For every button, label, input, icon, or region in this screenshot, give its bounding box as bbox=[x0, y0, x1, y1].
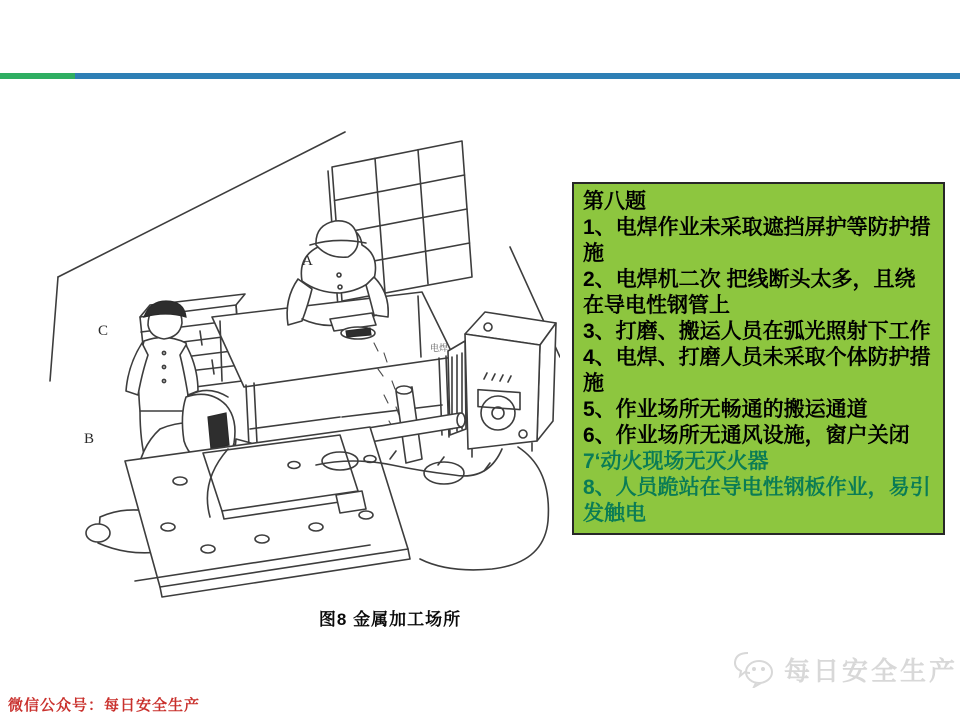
watermark-text: 每日安全生产 bbox=[784, 655, 959, 686]
hazard-item: 4、电焊、打磨人员未采取个体防护措施 bbox=[583, 346, 931, 395]
hazard-item: 2、电焊机二次 把线断头太多，且绕在导电性钢管上 bbox=[583, 268, 916, 317]
workshop-drawing bbox=[40, 128, 560, 600]
wall-base-line bbox=[50, 277, 58, 381]
wechat-icon bbox=[732, 650, 776, 688]
machine-label-text: 电焊 bbox=[430, 343, 449, 353]
hazard-item: 5、作业场所无畅通的搬运通道 bbox=[583, 398, 868, 421]
hazard-item: 8、人员跪站在导电性钢板作业，易引发触电 bbox=[583, 476, 931, 525]
hazard-item: 3、打磨、搬运人员在弧光照射下工作 bbox=[583, 320, 931, 343]
hazard-item: 1、电焊作业未采取遮挡屏护等防护措施 bbox=[583, 216, 931, 265]
workshop-illustration bbox=[40, 128, 560, 600]
hazard-item: 6、作业场所无通风设施，窗户关闭 bbox=[583, 424, 910, 447]
brand-watermark bbox=[732, 650, 958, 688]
hazard-item: 7‘动火现场无灭火器 bbox=[583, 450, 769, 473]
label-c: C bbox=[98, 323, 109, 339]
welding-machine bbox=[448, 312, 556, 457]
hazard-panel-title: 第八题 bbox=[583, 190, 646, 213]
top-bar-blue-segment bbox=[75, 73, 960, 79]
label-a: A bbox=[302, 253, 313, 269]
hazard-panel bbox=[572, 182, 945, 535]
figure-caption: 图8 金属加工场所 bbox=[318, 610, 462, 629]
top-divider-bar bbox=[0, 73, 960, 79]
top-bar-green-segment bbox=[0, 73, 75, 79]
wechat-account-note: 微信公众号：每日安全生产 bbox=[8, 697, 201, 714]
label-b: B bbox=[84, 431, 95, 447]
